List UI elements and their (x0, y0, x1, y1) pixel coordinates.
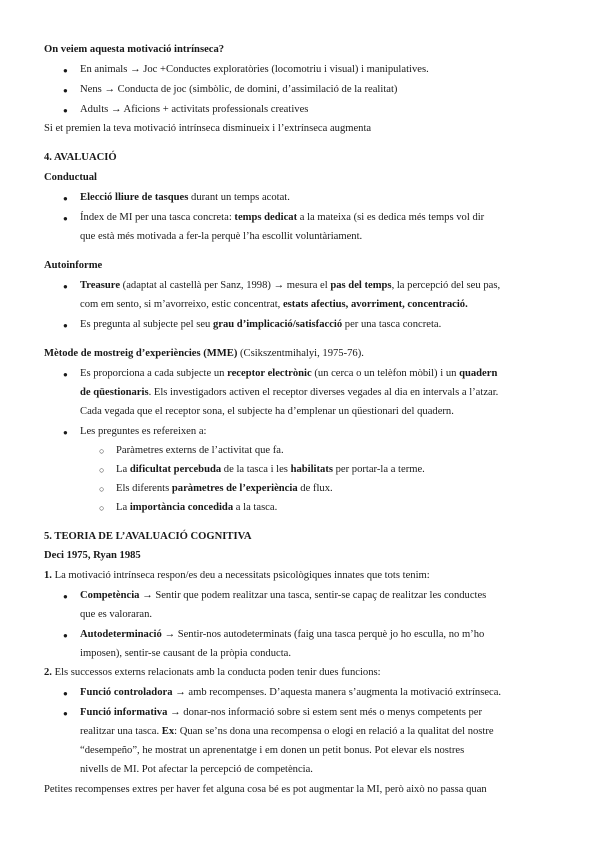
subsection-heading: Autoinforme (44, 260, 103, 271)
numbered-paragraph: 2. Els successos externs relacionats amb la conducta poden tenir dues funcions: (44, 667, 381, 678)
bullet: ● (63, 689, 68, 698)
bullet: ● (63, 86, 68, 95)
bullet: ● (63, 321, 68, 330)
list-item-continuation: imposen), sentir-se causant de la pròpia conducta. (80, 648, 292, 659)
authors: Deci 1975, Ryan 1985 (44, 550, 141, 561)
bullet: ● (63, 709, 68, 718)
list-item: Es pregunta al subjecte pel seu grau d’implicació/satisfacció per una tasca concreta. (80, 319, 442, 330)
list-item: Treasure (adaptat al castellà per Sanz, 1998) → mesura el pas del temps, la percepció del seu pas, (80, 280, 501, 291)
intrinsic-heading: On veiem aquesta motivació intrínseca? (44, 44, 225, 55)
bullet: ● (63, 631, 68, 640)
bullet: ● (63, 194, 68, 203)
section-title: 5. TEORIA DE L’AVALUACIÓ COGNITIVA (44, 531, 252, 542)
sub-list-item: Paràmetres externs de l’activitat que fa. (116, 445, 284, 456)
subsection-heading: Conductual (44, 172, 97, 183)
list-item: Adults → Aficions + activitats professionals creatives (80, 104, 309, 115)
bullet: ● (63, 370, 68, 379)
list-item: En animals → Joc +Conductes exploratòries (locomotriu i visual) i manipulatives. (80, 64, 429, 75)
numbered-paragraph: 1. La motivació intrínseca respon/es deu a necessitats psicològiques innates que tots tenim: (44, 570, 430, 581)
sub-bullet: ○ (99, 503, 105, 513)
list-item: Funció controladora → amb recompenses. D’aquesta manera s’augmenta la motivació extrínseca. (80, 687, 502, 698)
sub-bullet: ○ (99, 446, 105, 456)
bullet: ● (63, 428, 68, 437)
sub-list-item: Els diferents paràmetres de l’experiència de flux. (116, 483, 333, 494)
subsection-heading: Mètode de mostreig d’experiències (MME) (Csikszentmihalyi, 1975-76). (44, 348, 364, 359)
bullet: ● (63, 106, 68, 115)
list-item: Elecció lliure de tasques durant un temps acotat. (80, 192, 290, 203)
sub-bullet: ○ (99, 465, 105, 475)
sub-list-item: La dificultat percebuda de la tasca i les habilitats per portar-la a terme. (116, 464, 425, 475)
list-item-continuation: Cada vegada que el receptor sona, el subjecte ha d’emplenar un qüestionari del quadern. (80, 406, 454, 417)
list-item: Índex de MI per una tasca concreta: temps dedicat a la mateixa (si es dedica més temps vol dir (80, 212, 485, 223)
list-item-continuation: que es valoraran. (80, 609, 153, 620)
sub-bullet: ○ (99, 484, 105, 494)
section-title: 4. AVALUACIÓ (44, 152, 117, 163)
list-item-continuation: realitzar una tasca. Ex: Quan se’ns dona una recompensa o elogi en relació a la qualitat del nostre (80, 726, 494, 737)
bullet: ● (63, 214, 68, 223)
list-item: Funció informativa → donar-nos informació sobre si estem sent més o menys competents per (80, 707, 482, 718)
list-item-continuation: “desempeño”, he mostrat un aprenentatge i em donen un petit bonus. Pot elevar els nostres (80, 745, 465, 756)
list-item-continuation: que està més motivada a fer-la perquè l’ha escollit voluntàriament. (80, 231, 363, 242)
list-item-continuation: nivells de MI. Pot afectar la percepció de competència. (80, 764, 313, 775)
bullet: ● (63, 592, 68, 601)
paragraph: Si et premien la teva motivació intrínseca disminueix i l’extrínseca augmenta (44, 123, 372, 134)
list-item: Competència → Sentir que podem realitzar una tasca, sentir-se capaç de realitzar les conductes (80, 590, 487, 601)
list-item: Les preguntes es refereixen a: (80, 426, 207, 437)
sub-list-item: La importància concedida a la tasca. (116, 502, 278, 513)
list-item-continuation: de qüestionaris. Els investigadors activen el receptor diverses vegades al dia en intervals a l’atzar. (80, 387, 499, 398)
list-item: Es proporciona a cada subjecte un receptor electrònic (un cerca o un telèfon mòbil) i un quadern (80, 368, 498, 379)
list-item: Nens → Conducta de joc (simbòlic, de domini, d’assimilació de la realitat) (80, 84, 398, 95)
paragraph: Petites recompenses extres per haver fet alguna cosa bé es pot augmentar la MI, però això no passa quan (44, 784, 487, 795)
bullet: ● (63, 282, 68, 291)
list-item: Autodeterminació → Sentir-nos autodeterminats (faig una tasca perquè jo ho esculla, no m’ho (80, 629, 485, 640)
bullet: ● (63, 66, 68, 75)
list-item-continuation: com em sento, si m’avorreixo, estic concentrat, estats afectius, avorriment, concentració. (80, 299, 468, 310)
